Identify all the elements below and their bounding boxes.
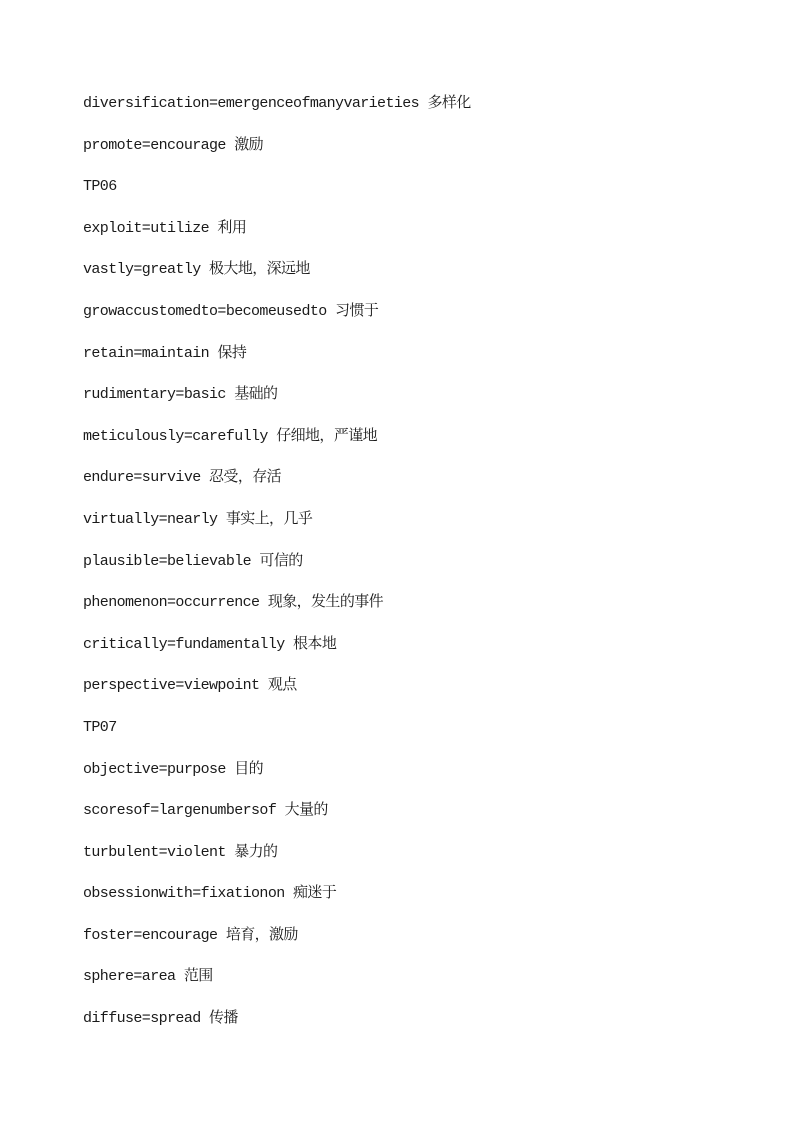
vocab-line: promote=encourage 激励: [83, 136, 264, 154]
vocab-line: obsessionwith=fixationon 痴迷于: [83, 885, 337, 903]
vocab-line: growaccustomedto=becomeusedto 习惯于: [83, 302, 379, 320]
vocab-line: phenomenon=occurrence 现象，发生的事件: [83, 594, 384, 612]
section-heading: TP06: [83, 178, 117, 196]
vocab-line: exploit=utilize 利用: [83, 219, 247, 237]
vocab-line: rudimentary=basic 基础的: [83, 386, 278, 404]
vocab-line: foster=encourage 培育，激励: [83, 926, 298, 944]
vocab-line: perspective=viewpoint 观点: [83, 677, 297, 695]
vocab-line: meticulously=carefully 仔细地，严谨地: [83, 427, 378, 445]
vocab-line: scoresof=largenumbersof 大量的: [83, 802, 328, 820]
vocab-line: critically=fundamentally 根本地: [83, 635, 337, 653]
vocab-line: objective=purpose 目的: [83, 760, 264, 778]
vocab-line: diffuse=spread 传播: [83, 1010, 238, 1028]
vocab-line: turbulent=violent 暴力的: [83, 843, 278, 861]
vocab-line: diversification=emergenceofmanyvarieties 多样化: [83, 95, 471, 112]
section-heading: TP07: [83, 718, 117, 736]
vocab-line: vastly=greatly 极大地，深远地: [83, 261, 310, 279]
vocab-line: plausible=believable 可信的: [83, 552, 303, 570]
vocab-line: virtually=nearly 事实上，几乎: [83, 510, 313, 528]
vocab-line: retain=maintain 保持: [83, 344, 247, 362]
vocabulary-list: [83, 92, 763, 1049]
vocab-line: endure=survive 忍受，存活: [83, 469, 282, 487]
vocab-line: sphere=area 范围: [83, 968, 213, 986]
